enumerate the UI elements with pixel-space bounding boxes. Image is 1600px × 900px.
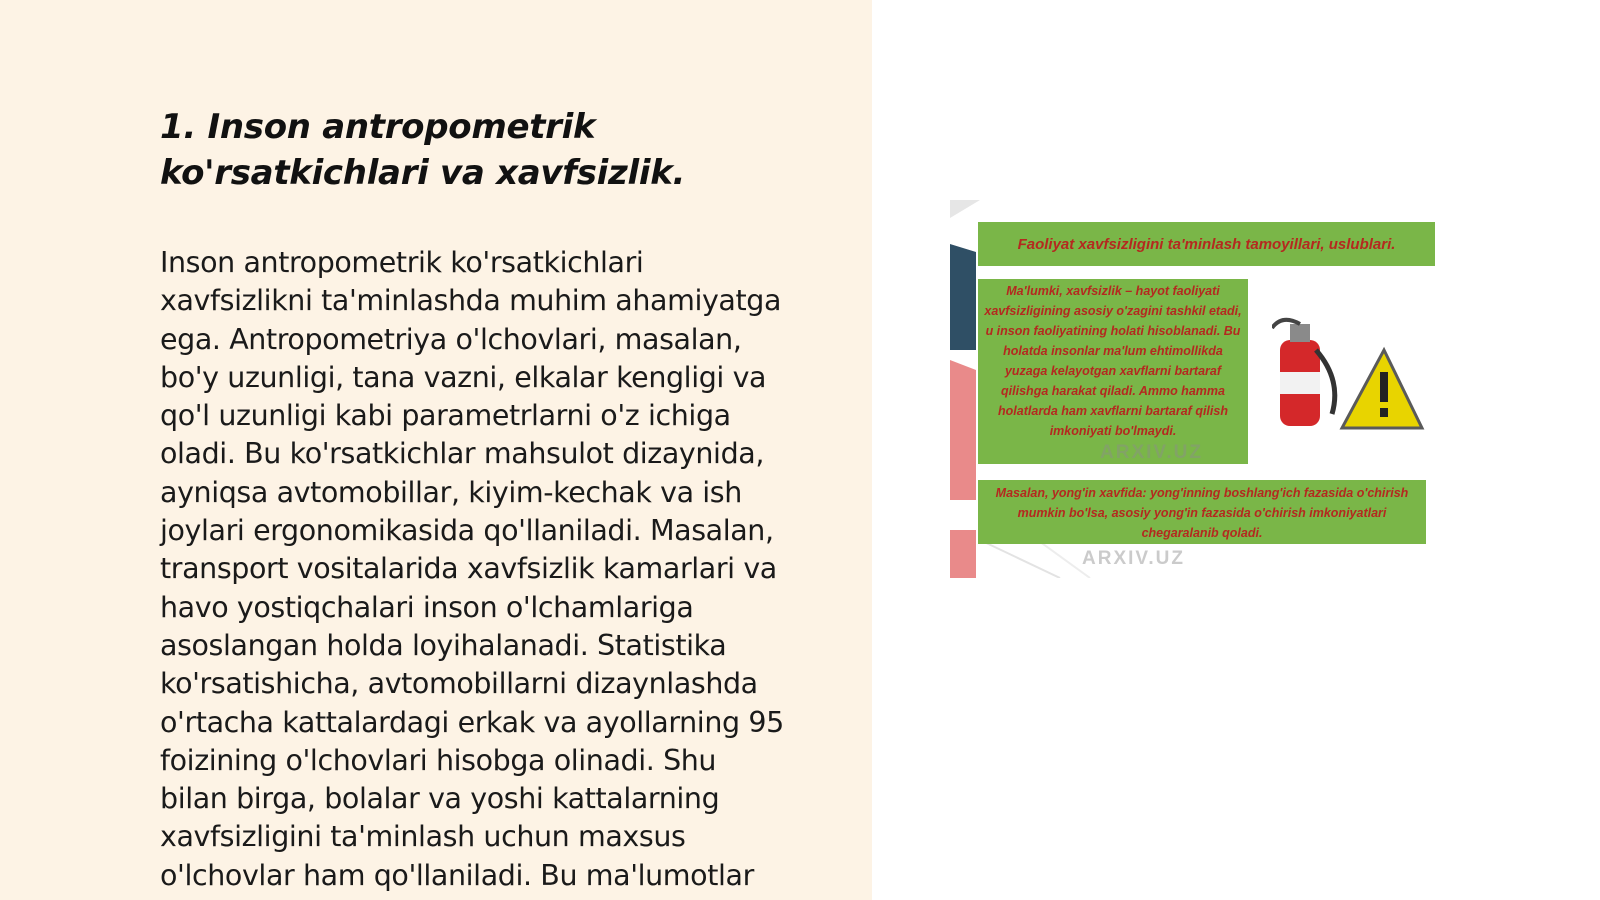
watermark: ARXIV.UZ — [1082, 548, 1185, 569]
watermark: ARXIV.UZ — [1100, 442, 1203, 463]
figure-bottom-text: Masalan, yong'in xavfida: yong'inning boshlang'ich fazasida o'chirish mumkin bo'lsa, asosiy yong'in fazasida o'chirish imkoniyatlari chegaralanib qoladi. — [978, 480, 1426, 544]
slide-image — [950, 200, 1450, 578]
figure-header: Faoliyat xavfsizligini ta'minlash tamoyillari, uslublari. — [978, 222, 1435, 266]
slide-title: 1. Inson antropometrik ko'rsatkichlari va xavfsizlik. — [160, 107, 686, 193]
slide-body-text: Inson antropometrik ko'rsatkichlari xavfsizlikni ta'minlashda muhim ahamiyatga ega. Antropometriya o'lchovlari, masalan, bo'y uzunligi, tana vazni, elkalar kengligi va qo'l uzunligi kabi parametrlarni o'z ichiga oladi. Bu ko'rsatkichlar mahsulot dizaynida, ayniqsa avtomobillar, kiyim-kechak va ish joylari ergonomikasida qo'llaniladi. Masalan, transport vositalarida xavfsizlik kamarlari va havo yostiqchalari inson o'lchamlariga asoslangan holda loyihalanadi. Statistika ko'rsatishicha, avtomobillarni dizaynlashda o'rtacha kattalardagi erkak va ayollarning 95 foizining o'lchovlari hisobga olinadi. Shu bilan birga, bolalar va yoshi kattalarning xavfsizligini ta'minlash uchun maxsus o'lchovlar ham qo'llaniladi. Bu ma'lumotlar — [160, 246, 784, 892]
figure-main-text: Ma'lumki, xavfsizlik – hayot faoliyati xavfsizligining asosiy o'zagini tashkil etadi, u inson faoliyatining holati hisoblanadi. Bu holatda insonlar ma'lum ehtimollikda yuzaga kelayotgan xavflarni bartaraf qilishga harakat qiladi. Ammo hamma holatlarda ham xavflarni bartaraf qilish imkoniyati bo'lmaydi. — [978, 279, 1248, 464]
fire-extinguisher-warning-icon — [1272, 310, 1432, 430]
